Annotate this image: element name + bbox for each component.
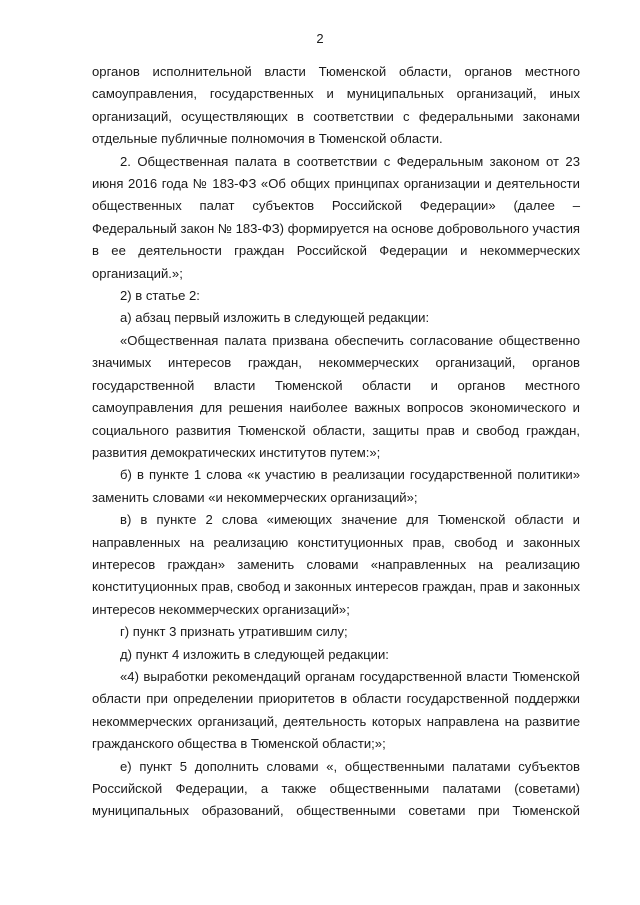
page-number: 2 — [316, 31, 324, 46]
document-body — [92, 61, 580, 823]
paragraph: в) в пункте 2 слова «имеющих значение для Тюменской области и направленных на реализацию конституционных прав, свобод и законных интересов граждан» заменить словами «направленных на реализацию конституционных прав, свобод и законных интересов граждан, прав и законных интересов некоммерческих организаций»; — [92, 512, 580, 617]
paragraph: 2. Общественная палата в соответствии с Федеральным законом от 23 июня 2016 года № 183-ФЗ «Об общих принципах организации и деятельности общественных палат субъектов Российской Федерации» (далее – Федеральный закон № 183-ФЗ) формируется на основе добровольного участия в ее деятельности граждан Российской Федерации и некоммерческих организаций.»; — [92, 153, 580, 281]
paragraph: г) пункт 3 признать утратившим силу; — [120, 624, 348, 640]
paragraph: органов исполнительной власти Тюменской области, органов местного самоуправления, государственных и муниципальных организаций, иных организаций, осуществляющих в соответствии с федеральными законами отдельные публичные полномочия в Тюменской области. — [92, 64, 580, 147]
paragraph: е) пункт 5 дополнить словами «, общественными палатами субъектов Российской Федерации, а также общественными палатами (советами) муниципальных образований, общественными советами при Тюменской — [92, 758, 580, 819]
paragraph: «4) выработки рекомендаций органам государственной власти Тюменской области при определении приоритетов в области государственной поддержки некоммерческих организаций, деятельность которых направлена на развитие гражданского общества в Тюменской области;»; — [92, 668, 580, 752]
paragraph: «Общественная палата призвана обеспечить согласование общественно значимых интересов граждан, некоммерческих организаций, органов государственной власти Тюменской области и органов местного самоуправления для решения наиболее важных вопросов экономического и социального развития Тюменской области, защиты прав и свобод граждан, развития демократических институтов путем:»; — [92, 332, 580, 460]
paragraph: д) пункт 4 изложить в следующей редакции: — [120, 646, 389, 662]
paragraph: 2) в статье 2: — [120, 288, 200, 304]
paragraph: а) абзац первый изложить в следующей редакции: — [120, 310, 430, 326]
paragraph: б) в пункте 1 слова «к участию в реализации государственной политики» заменить словами «и некоммерческих организаций»; — [92, 467, 580, 505]
